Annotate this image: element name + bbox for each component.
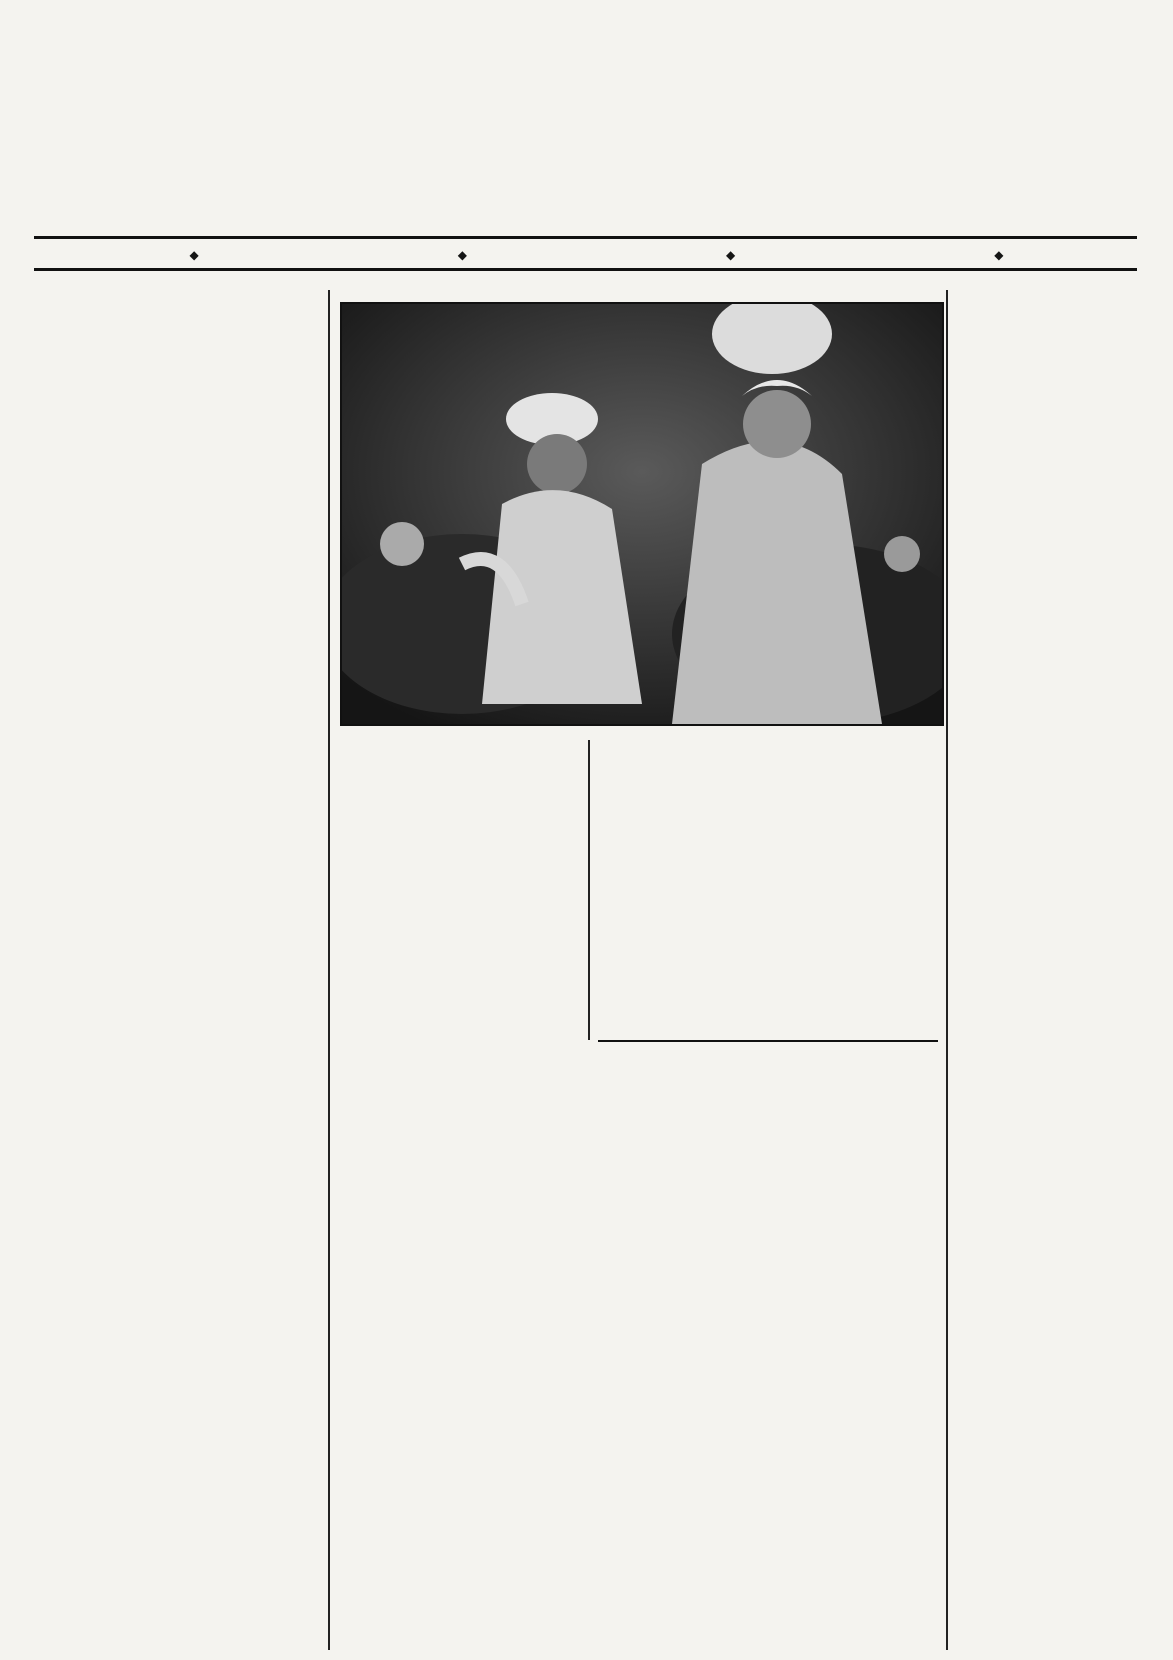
header-rule-bottom [34,268,1137,271]
header-rule-top [34,236,1137,239]
bullet-icon: ◆ [994,248,1004,262]
left-article-body [40,476,322,1652]
bullet-icon: ◆ [725,248,736,262]
column-divider [588,740,590,1040]
column-divider [328,290,330,1650]
section-rule [598,1040,938,1042]
children-photo [340,302,944,726]
column-divider [946,290,948,1650]
bullet-icon: ◆ [457,248,467,262]
bullet-icon: ◆ [189,248,199,262]
newspaper-title [48,40,1128,200]
header-info-line [60,248,1133,262]
